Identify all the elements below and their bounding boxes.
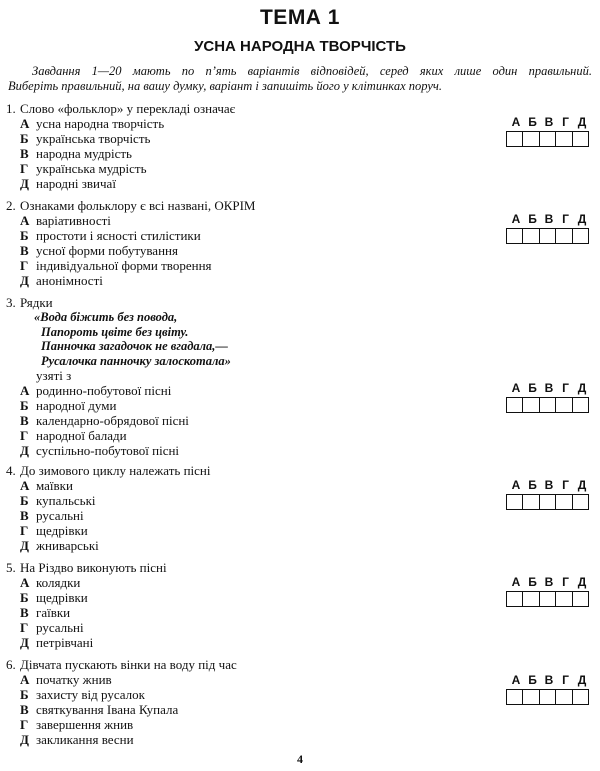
option-letter: В <box>20 702 29 717</box>
option-letter: Г <box>20 428 29 443</box>
answer-letter: А <box>511 212 521 226</box>
poem-quote <box>6 310 596 368</box>
option-letter: А <box>20 478 30 493</box>
option-text: русальні <box>36 508 84 523</box>
answer-cell[interactable] <box>573 398 588 412</box>
option-h <box>6 717 596 732</box>
answer-letter: Д <box>577 115 587 129</box>
question-number: 6. <box>6 657 16 672</box>
answer-grid-5 <box>506 575 592 607</box>
quote-line: Панночка загадочок не вгадала,— <box>41 339 228 353</box>
option-letter: Д <box>20 443 29 458</box>
option-letter: Д <box>20 273 29 288</box>
answer-letter: Д <box>577 673 587 687</box>
answer-grid-2 <box>506 212 592 244</box>
option-d <box>6 635 596 650</box>
option-letter: Г <box>20 523 29 538</box>
option-text: петрівчані <box>36 635 94 650</box>
question-number: 2. <box>6 198 16 213</box>
answer-cell[interactable] <box>556 229 572 243</box>
option-letter: Г <box>20 620 29 635</box>
answer-letter: А <box>511 575 521 589</box>
answer-letter: Г <box>562 381 569 395</box>
answer-grid-6 <box>506 673 592 705</box>
option-letter: А <box>20 116 30 131</box>
option-text: народної балади <box>36 428 127 443</box>
answer-letter: Д <box>577 575 587 589</box>
answer-letter: В <box>544 673 554 687</box>
option-text: маївки <box>36 478 73 493</box>
answer-letters <box>506 575 592 591</box>
option-letter: Д <box>20 635 29 650</box>
option-text: захисту від русалок <box>36 687 145 702</box>
option-letter: Д <box>20 538 29 553</box>
option-text: жниварські <box>36 538 99 553</box>
option-text: простоти і ясності стилістики <box>36 228 201 243</box>
page-number: 4 <box>297 752 303 766</box>
answer-boxes[interactable] <box>506 228 589 244</box>
answer-letters <box>506 212 592 228</box>
answer-letter: А <box>511 673 521 687</box>
answer-cell[interactable] <box>507 495 523 509</box>
option-d <box>6 732 596 747</box>
option-letter: В <box>20 413 29 428</box>
answer-letter: Д <box>577 478 587 492</box>
option-text: святкування Івана Купала <box>36 702 179 717</box>
question-text: Ознаками фольклору є всі названі, ОКРІМ <box>20 198 256 213</box>
answer-letters <box>506 673 592 689</box>
answer-grid-4 <box>506 478 592 510</box>
option-v <box>6 508 596 523</box>
option-text: народні звичаї <box>36 176 116 191</box>
option-text: анонімності <box>36 273 103 288</box>
question-text: Слово «фольклор» у перекладі означає <box>20 101 236 116</box>
quote-line: Русалочка панночку залоскотала» <box>41 353 231 368</box>
quote-source-label: узяті з <box>36 368 72 383</box>
instructions <box>8 64 592 94</box>
answer-letter: Б <box>528 212 537 226</box>
answer-boxes[interactable] <box>506 591 589 607</box>
option-v <box>6 605 596 620</box>
answer-cell[interactable] <box>507 132 523 146</box>
answer-letter: В <box>544 575 554 589</box>
option-text: варіативності <box>36 213 111 228</box>
option-text: початку жнив <box>36 672 112 687</box>
answer-boxes[interactable] <box>506 689 589 705</box>
answer-cell[interactable] <box>523 495 539 509</box>
answer-cell[interactable] <box>507 229 523 243</box>
answer-letter: Б <box>528 115 537 129</box>
option-text: купальські <box>36 493 96 508</box>
answer-cell[interactable] <box>556 690 572 704</box>
answer-cell[interactable] <box>540 229 556 243</box>
question-number: 3. <box>6 295 16 310</box>
question-text: На Різдво виконують пісні <box>20 560 167 575</box>
answer-letter: Г <box>562 115 569 129</box>
answer-letter: Б <box>528 381 537 395</box>
option-text: усна народна творчість <box>36 116 165 131</box>
option-h <box>6 523 596 538</box>
instructions-line-1: Завдання 1—20 мають по п’ять варіантів відповідей, серед яких лише один правильний. <box>32 64 592 78</box>
question-text: Дівчата пускають вінки на воду під час <box>20 657 237 672</box>
option-letter: Б <box>20 398 29 413</box>
option-letter: В <box>20 605 29 620</box>
option-letter: Г <box>20 258 29 273</box>
option-h <box>6 620 596 635</box>
answer-letter: Г <box>562 212 569 226</box>
answer-cell[interactable] <box>573 132 588 146</box>
answer-cell[interactable] <box>556 495 572 509</box>
option-text: щедрівки <box>36 523 88 538</box>
question-text: Рядки <box>20 295 53 310</box>
answer-cell[interactable] <box>540 132 556 146</box>
option-text: закликання весни <box>36 732 134 747</box>
answer-cell[interactable] <box>573 229 588 243</box>
answer-cell[interactable] <box>556 592 572 606</box>
answer-letter: В <box>544 212 554 226</box>
answer-grid-1 <box>506 115 592 147</box>
option-text: календарно-обрядової пісні <box>36 413 189 428</box>
option-text: родинно-побутової пісні <box>36 383 172 398</box>
option-letter: В <box>20 243 29 258</box>
answer-letter: А <box>511 478 521 492</box>
quote-line: «Вода біжить без повода, <box>34 310 178 324</box>
option-letter: Г <box>20 717 29 732</box>
option-text: індивідуальної форми творення <box>36 258 212 273</box>
answer-letter: А <box>511 381 521 395</box>
question-3 <box>6 295 596 458</box>
answer-letter: Б <box>528 673 537 687</box>
answer-cell[interactable] <box>540 495 556 509</box>
option-text: гаївки <box>36 605 71 620</box>
page-title: ТЕМА 1 <box>259 6 340 29</box>
option-letter: Б <box>20 228 29 243</box>
answer-letter: Г <box>562 673 569 687</box>
option-letter: А <box>20 213 30 228</box>
answer-cell[interactable] <box>540 592 556 606</box>
option-text: українська мудрість <box>36 161 147 176</box>
answer-letters <box>506 478 592 494</box>
option-text: українська творчість <box>36 131 151 146</box>
answer-cell[interactable] <box>507 398 523 412</box>
answer-cell[interactable] <box>523 592 539 606</box>
option-letter: Б <box>20 131 29 146</box>
answer-letter: Д <box>577 212 587 226</box>
answer-cell[interactable] <box>556 132 572 146</box>
option-d <box>6 443 596 458</box>
answer-letter: Г <box>562 478 569 492</box>
option-h <box>6 161 596 176</box>
answer-cell[interactable] <box>573 690 588 704</box>
answer-boxes[interactable] <box>506 397 589 413</box>
option-text: усної форми побутування <box>36 243 178 258</box>
answer-cell[interactable] <box>507 592 523 606</box>
section-title: УСНА НАРОДНА ТВОРЧІСТЬ <box>194 38 406 55</box>
option-v <box>6 243 596 258</box>
quote-line: Папороть цвіте без цвіту. <box>41 324 189 339</box>
option-letter: Б <box>20 687 29 702</box>
answer-boxes[interactable] <box>506 494 589 510</box>
option-letter: Б <box>20 493 29 508</box>
option-letter: Д <box>20 732 29 747</box>
option-d <box>6 273 596 288</box>
answer-cell[interactable] <box>556 398 572 412</box>
option-text: народної думи <box>36 398 117 413</box>
option-letter: Г <box>20 161 29 176</box>
answer-letter: В <box>544 478 554 492</box>
answer-cell[interactable] <box>523 229 539 243</box>
option-letter: В <box>20 146 29 161</box>
answer-letter: Г <box>562 575 569 589</box>
option-h <box>6 428 596 443</box>
answer-boxes[interactable] <box>506 131 589 147</box>
answer-cell[interactable] <box>540 398 556 412</box>
answer-cell[interactable] <box>523 690 539 704</box>
option-letter: В <box>20 508 29 523</box>
option-text: народна мудрість <box>36 146 132 161</box>
answer-cell[interactable] <box>573 495 588 509</box>
answer-letters <box>506 115 592 131</box>
option-v <box>6 413 596 428</box>
answer-letter: Б <box>528 478 537 492</box>
answer-letter: Д <box>577 381 587 395</box>
answer-letter: А <box>511 115 521 129</box>
answer-cell[interactable] <box>523 398 539 412</box>
answer-letter: В <box>544 115 554 129</box>
answer-letter: В <box>544 381 554 395</box>
answer-grid-3 <box>506 381 592 413</box>
instructions-line-2: Виберіть правильний, на вашу думку, варіант і запишіть його у клітинках поруч. <box>8 79 442 93</box>
option-text: завершення жнив <box>36 717 134 732</box>
answer-cell[interactable] <box>523 132 539 146</box>
answer-cell[interactable] <box>540 690 556 704</box>
option-d <box>6 176 596 191</box>
option-letter: Б <box>20 590 29 605</box>
option-h <box>6 258 596 273</box>
option-text: русальні <box>36 620 84 635</box>
option-v <box>6 146 596 161</box>
answer-letters <box>506 381 592 397</box>
answer-cell[interactable] <box>507 690 523 704</box>
option-d <box>6 538 596 553</box>
answer-letter: Б <box>528 575 537 589</box>
question-number: 1. <box>6 101 16 116</box>
option-letter: А <box>20 383 30 398</box>
answer-cell[interactable] <box>573 592 588 606</box>
option-text: колядки <box>36 575 81 590</box>
option-text: щедрівки <box>36 590 88 605</box>
option-letter: А <box>20 575 30 590</box>
option-letter: Д <box>20 176 29 191</box>
question-text: До зимового циклу належать пісні <box>20 463 211 478</box>
question-number: 4. <box>6 463 16 478</box>
option-text: суспільно-побутової пісні <box>36 443 180 458</box>
question-number: 5. <box>6 560 16 575</box>
option-letter: А <box>20 672 30 687</box>
